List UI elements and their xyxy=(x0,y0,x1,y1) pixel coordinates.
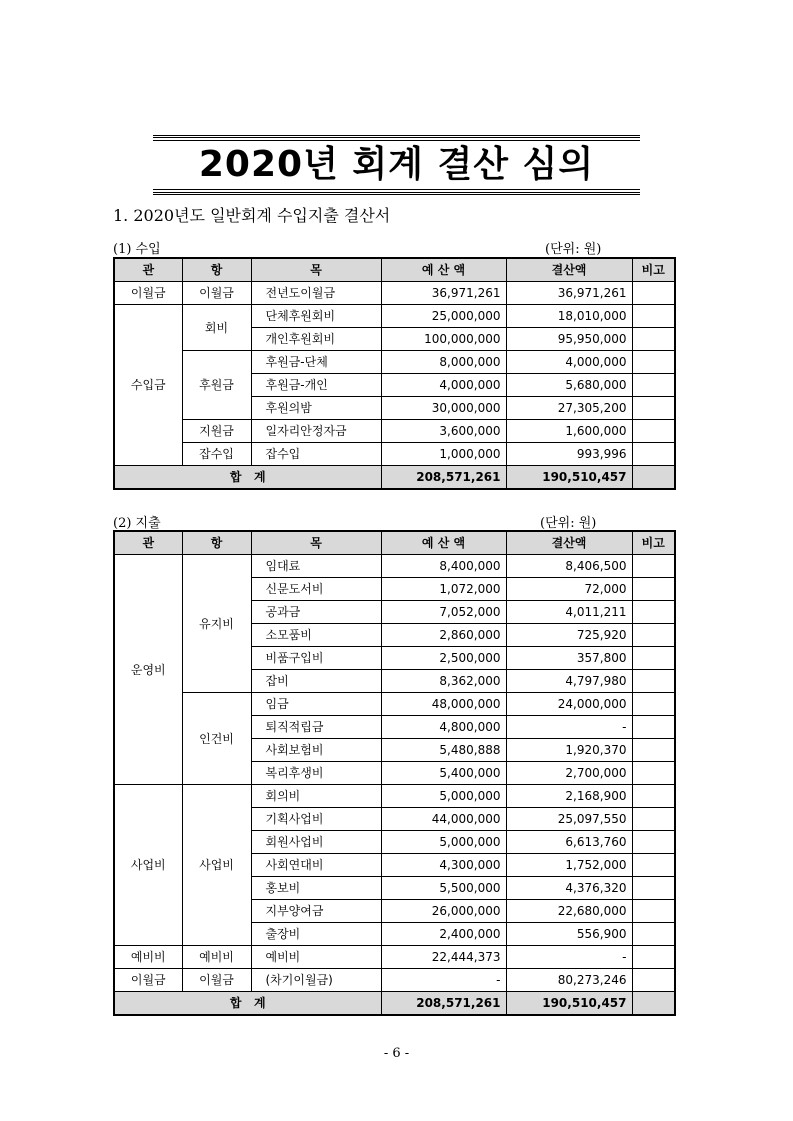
note-cell xyxy=(632,624,675,647)
budget-cell: 36,971,261 xyxy=(381,282,506,305)
actual-cell: - xyxy=(506,716,632,739)
mok-cell: 후원금-개인 xyxy=(251,374,381,397)
mok-cell: (차기이월금) xyxy=(251,969,381,992)
hang-cell: 이월금 xyxy=(182,282,251,305)
note-cell xyxy=(632,969,675,992)
mok-cell: 전년도이월금 xyxy=(251,282,381,305)
note-cell xyxy=(632,831,675,854)
title-box xyxy=(153,135,640,195)
total-row xyxy=(114,466,675,490)
actual-cell: 4,011,211 xyxy=(506,601,632,624)
table-row xyxy=(114,785,675,808)
total-budget: 208,571,261 xyxy=(381,466,506,490)
note-cell xyxy=(632,693,675,716)
budget-cell: 5,400,000 xyxy=(381,762,506,785)
page-number: - 6 - xyxy=(383,1046,410,1061)
note-cell xyxy=(632,555,675,578)
note-cell xyxy=(632,443,675,466)
budget-cell: 5,500,000 xyxy=(381,877,506,900)
actual-cell: 95,950,000 xyxy=(506,328,632,351)
budget-cell: 3,600,000 xyxy=(381,420,506,443)
note-cell xyxy=(632,601,675,624)
col-actual: 결산액 xyxy=(506,258,632,282)
mok-cell: 사회연대비 xyxy=(251,854,381,877)
budget-cell: 5,000,000 xyxy=(381,831,506,854)
hang-cell: 지원금 xyxy=(182,420,251,443)
table-row xyxy=(114,946,675,969)
table-row xyxy=(114,555,675,578)
budget-cell: 5,480,888 xyxy=(381,739,506,762)
note-cell xyxy=(632,992,675,1016)
table-row xyxy=(114,693,675,716)
note-cell xyxy=(632,762,675,785)
actual-cell: 4,376,320 xyxy=(506,877,632,900)
hang-cell: 예비비 xyxy=(182,946,251,969)
budget-cell: 4,800,000 xyxy=(381,716,506,739)
budget-cell: 2,400,000 xyxy=(381,923,506,946)
page-title: 2020년 회계 결산 심의 xyxy=(198,144,595,185)
total-label: 합 계 xyxy=(114,992,381,1016)
mok-cell: 퇴직적립금 xyxy=(251,716,381,739)
total-label: 합 계 xyxy=(114,466,381,490)
gwan-cell: 사업비 xyxy=(114,785,182,946)
mok-cell: 후원금-단체 xyxy=(251,351,381,374)
actual-cell: 1,600,000 xyxy=(506,420,632,443)
hang-cell: 인건비 xyxy=(182,693,251,785)
actual-cell: 22,680,000 xyxy=(506,900,632,923)
col-note: 비고 xyxy=(632,258,675,282)
mok-cell: 잡비 xyxy=(251,670,381,693)
actual-cell: 725,920 xyxy=(506,624,632,647)
budget-cell: 25,000,000 xyxy=(381,305,506,328)
expense-table xyxy=(113,530,676,1016)
mok-cell: 개인후원회비 xyxy=(251,328,381,351)
mok-cell: 신문도서비 xyxy=(251,578,381,601)
mok-cell: 기획사업비 xyxy=(251,808,381,831)
budget-cell: 8,000,000 xyxy=(381,351,506,374)
col-budget: 예 산 액 xyxy=(381,531,506,555)
expense-header-row xyxy=(114,531,675,555)
hang-cell: 후원금 xyxy=(182,351,251,420)
col-note: 비고 xyxy=(632,531,675,555)
actual-cell: 27,305,200 xyxy=(506,397,632,420)
budget-cell: 8,362,000 xyxy=(381,670,506,693)
hang-cell: 잡수입 xyxy=(182,443,251,466)
actual-cell: 993,996 xyxy=(506,443,632,466)
budget-cell: 26,000,000 xyxy=(381,900,506,923)
note-cell xyxy=(632,647,675,670)
expense-label: (2) 지출 xyxy=(113,516,161,531)
note-cell xyxy=(632,923,675,946)
mok-cell: 임금 xyxy=(251,693,381,716)
income-table xyxy=(113,257,676,490)
mok-cell: 예비비 xyxy=(251,946,381,969)
actual-cell: 357,800 xyxy=(506,647,632,670)
mok-cell: 후원의밤 xyxy=(251,397,381,420)
col-hang: 항 xyxy=(182,258,251,282)
budget-cell: 1,000,000 xyxy=(381,443,506,466)
income-label: (1) 수입 xyxy=(113,242,161,257)
actual-cell: 4,797,980 xyxy=(506,670,632,693)
note-cell xyxy=(632,420,675,443)
actual-cell: 1,920,370 xyxy=(506,739,632,762)
actual-cell: 72,000 xyxy=(506,578,632,601)
table-row xyxy=(114,443,675,466)
budget-cell: 8,400,000 xyxy=(381,555,506,578)
col-mok: 목 xyxy=(251,531,381,555)
total-actual: 190,510,457 xyxy=(506,992,632,1016)
total-actual: 190,510,457 xyxy=(506,466,632,490)
actual-cell: 24,000,000 xyxy=(506,693,632,716)
table-row xyxy=(114,305,675,328)
note-cell xyxy=(632,739,675,762)
hang-cell: 유지비 xyxy=(182,555,251,693)
mok-cell: 비품구입비 xyxy=(251,647,381,670)
gwan-cell: 수입금 xyxy=(114,305,182,466)
mok-cell: 소모품비 xyxy=(251,624,381,647)
actual-cell: 6,613,760 xyxy=(506,831,632,854)
col-actual: 결산액 xyxy=(506,531,632,555)
mok-cell: 임대료 xyxy=(251,555,381,578)
gwan-cell: 운영비 xyxy=(114,555,182,785)
mok-cell: 지부양여금 xyxy=(251,900,381,923)
gwan-cell: 이월금 xyxy=(114,282,182,305)
mok-cell: 사회보험비 xyxy=(251,739,381,762)
table-row xyxy=(114,969,675,992)
actual-cell: 18,010,000 xyxy=(506,305,632,328)
section-title: 1. 2020년도 일반회계 수입지출 결산서 xyxy=(113,206,391,225)
expense-unit: (단위: 원) xyxy=(540,516,597,531)
title-rule-bottom xyxy=(153,189,640,190)
gwan-cell: 이월금 xyxy=(114,969,182,992)
mok-cell: 홍보비 xyxy=(251,877,381,900)
budget-cell: 4,000,000 xyxy=(381,374,506,397)
note-cell xyxy=(632,854,675,877)
note-cell xyxy=(632,305,675,328)
note-cell xyxy=(632,877,675,900)
actual-cell: 8,406,500 xyxy=(506,555,632,578)
budget-cell: 2,860,000 xyxy=(381,624,506,647)
budget-cell: 48,000,000 xyxy=(381,693,506,716)
note-cell xyxy=(632,397,675,420)
budget-cell: 100,000,000 xyxy=(381,328,506,351)
actual-cell: 5,680,000 xyxy=(506,374,632,397)
actual-cell: 80,273,246 xyxy=(506,969,632,992)
actual-cell: 1,752,000 xyxy=(506,854,632,877)
note-cell xyxy=(632,946,675,969)
note-cell xyxy=(632,578,675,601)
col-mok: 목 xyxy=(251,258,381,282)
budget-cell: - xyxy=(381,969,506,992)
note-cell xyxy=(632,785,675,808)
note-cell xyxy=(632,808,675,831)
hang-cell: 사업비 xyxy=(182,785,251,946)
table-row xyxy=(114,351,675,374)
mok-cell: 회원사업비 xyxy=(251,831,381,854)
mok-cell: 일자리안정자금 xyxy=(251,420,381,443)
gwan-cell: 예비비 xyxy=(114,946,182,969)
mok-cell: 출장비 xyxy=(251,923,381,946)
budget-cell: 1,072,000 xyxy=(381,578,506,601)
income-header-row xyxy=(114,258,675,282)
income-unit: (단위: 원) xyxy=(545,242,602,257)
table-row xyxy=(114,420,675,443)
note-cell xyxy=(632,282,675,305)
budget-cell: 7,052,000 xyxy=(381,601,506,624)
col-hang: 항 xyxy=(182,531,251,555)
actual-cell: 36,971,261 xyxy=(506,282,632,305)
actual-cell: 2,168,900 xyxy=(506,785,632,808)
budget-cell: 44,000,000 xyxy=(381,808,506,831)
mok-cell: 잡수입 xyxy=(251,443,381,466)
mok-cell: 단체후원회비 xyxy=(251,305,381,328)
budget-cell: 22,444,373 xyxy=(381,946,506,969)
total-row xyxy=(114,992,675,1016)
mok-cell: 회의비 xyxy=(251,785,381,808)
budget-cell: 5,000,000 xyxy=(381,785,506,808)
actual-cell: 4,000,000 xyxy=(506,351,632,374)
actual-cell: 25,097,550 xyxy=(506,808,632,831)
col-budget: 예 산 액 xyxy=(381,258,506,282)
col-gwan: 관 xyxy=(114,258,182,282)
title-rule-top xyxy=(153,140,640,141)
budget-cell: 2,500,000 xyxy=(381,647,506,670)
note-cell xyxy=(632,351,675,374)
hang-cell: 이월금 xyxy=(182,969,251,992)
note-cell xyxy=(632,328,675,351)
note-cell xyxy=(632,466,675,490)
note-cell xyxy=(632,716,675,739)
mok-cell: 공과금 xyxy=(251,601,381,624)
budget-cell: 4,300,000 xyxy=(381,854,506,877)
mok-cell: 복리후생비 xyxy=(251,762,381,785)
actual-cell: - xyxy=(506,946,632,969)
note-cell xyxy=(632,670,675,693)
total-budget: 208,571,261 xyxy=(381,992,506,1016)
note-cell xyxy=(632,374,675,397)
col-gwan: 관 xyxy=(114,531,182,555)
actual-cell: 556,900 xyxy=(506,923,632,946)
actual-cell: 2,700,000 xyxy=(506,762,632,785)
table-row xyxy=(114,282,675,305)
note-cell xyxy=(632,900,675,923)
budget-cell: 30,000,000 xyxy=(381,397,506,420)
hang-cell: 회비 xyxy=(182,305,251,351)
